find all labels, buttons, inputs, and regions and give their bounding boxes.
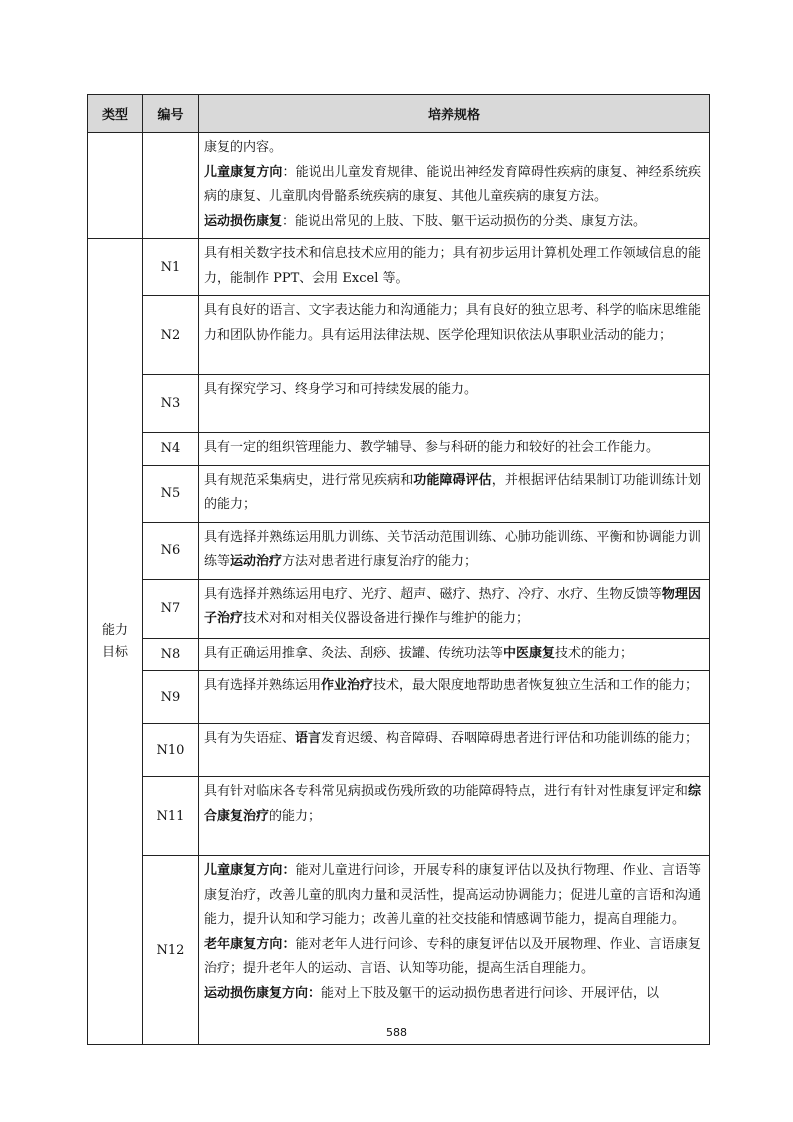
spec-cell bbox=[199, 579, 710, 638]
table-row bbox=[88, 638, 710, 671]
code-cell: N6 bbox=[143, 522, 199, 579]
code-cell: N1 bbox=[143, 239, 199, 296]
code-cell: N10 bbox=[143, 724, 199, 777]
header-code: 编号 bbox=[143, 95, 199, 133]
spec-cell-n12 bbox=[199, 856, 710, 1045]
continuation-line: 康复的内容。 bbox=[204, 140, 283, 155]
spec-text: 具有选择并熟练运用 bbox=[204, 678, 322, 693]
spec-text: 具有正确运用推拿、灸法、刮痧、拔罐、传统功法等 bbox=[204, 645, 504, 661]
code-cell: N4 bbox=[143, 433, 199, 466]
table-row bbox=[88, 375, 710, 433]
table-row bbox=[88, 671, 710, 724]
sport-rehab-label: 运动损伤康复方向： bbox=[204, 985, 322, 1001]
header-spec: 培养规格 bbox=[199, 95, 710, 133]
code-cell: N11 bbox=[143, 777, 199, 856]
spec-text: 具有针对临床各专科常见病损或伤残所致的功能障碍特点，进行有针对性康复评定和 bbox=[204, 784, 688, 799]
spec-text: 发育迟缓、构音障碍、吞咽障碍患者进行评估和功能训练的能力； bbox=[321, 731, 699, 746]
spec-bold-term: 作业治疗 bbox=[321, 678, 374, 693]
child-rehab-ability bbox=[204, 859, 701, 933]
child-rehab-label: 儿童康复方向： bbox=[204, 863, 296, 878]
table-row bbox=[88, 579, 710, 638]
table-row bbox=[88, 522, 710, 579]
spec-cell bbox=[199, 724, 710, 777]
table-row bbox=[88, 296, 710, 375]
table-row-n12 bbox=[88, 856, 710, 1045]
type-cell-ability bbox=[88, 239, 143, 1045]
code-cell: N8 bbox=[143, 638, 199, 671]
ability-type-line1: 能力 bbox=[101, 622, 128, 638]
spec-text: 方法对患者进行康复治疗的能力； bbox=[282, 554, 478, 569]
table-row bbox=[88, 239, 710, 296]
spec-text: 具有选择并熟练运用肌力训练、关节活动范围训练、心肺功能训练、平衡和协调能力训练等 bbox=[204, 529, 701, 569]
sport-injury-knowledge bbox=[204, 210, 701, 235]
spec-text: 技术的能力； bbox=[555, 645, 634, 661]
code-cell: N3 bbox=[143, 375, 199, 433]
code-cell: N9 bbox=[143, 671, 199, 724]
training-spec-table bbox=[87, 94, 710, 1045]
spec-text: 的能力； bbox=[269, 808, 322, 824]
sport-rehab-ability bbox=[204, 982, 701, 1007]
spec-bold-term: 综合康复治疗 bbox=[204, 784, 701, 824]
spec-cell bbox=[199, 638, 710, 671]
spec-bold-term: 功能障碍评估 bbox=[413, 472, 492, 488]
spec-text: 技术对和对相关仪器设备进行操作与维护的能力； bbox=[243, 611, 530, 626]
type-cell-empty bbox=[88, 133, 143, 239]
elder-rehab-text: 能对老年人进行问诊、专科的康复评估以及开展物理、作业、言语康复治疗；提升老年人的运动、言语、认知等功能，提高生活自理能力。 bbox=[204, 936, 701, 976]
spec-cell-continuation bbox=[199, 133, 710, 239]
spec-cell bbox=[199, 671, 710, 724]
spec-cell bbox=[199, 522, 710, 579]
spec-bold-term: 物理因子治疗 bbox=[204, 586, 701, 626]
child-rehab-text: ：能说出儿童发育规律、能说出神经发育障碍性疾病的康复、神经系统疾病的康复、儿童肌肉骨骼系统疾病的康复、其他儿童疾病的康复方法。 bbox=[204, 164, 701, 204]
spec-bold-term: 运动治疗 bbox=[230, 554, 283, 569]
sport-rehab-text: 能对上下肢及躯干的运动损伤患者进行问诊、开展评估，以 bbox=[321, 985, 660, 1001]
table-row bbox=[88, 433, 710, 466]
child-rehab-label: 儿童康复方向 bbox=[204, 164, 283, 180]
table-row bbox=[88, 724, 710, 777]
spec-bold-term: 语言 bbox=[295, 731, 322, 746]
code-cell: N7 bbox=[143, 579, 199, 638]
elder-rehab-label: 老年康复方向： bbox=[204, 936, 296, 952]
table-row-continuation bbox=[88, 133, 710, 239]
spec-cell bbox=[199, 465, 710, 522]
spec-text: ，并根据评估结果制订功能训练计划的能力； bbox=[204, 472, 701, 512]
spec-cell: 具有相关数字技术和信息技术应用的能力；具有初步运用计算机处理工作领域信息的能力，能制作 PPT、会用 Excel 等。 bbox=[199, 239, 710, 296]
code-cell: N2 bbox=[143, 296, 199, 375]
table-header-row bbox=[88, 95, 710, 133]
spec-text: 技术，最大限度地帮助患者恢复独立生活和工作的能力； bbox=[373, 678, 699, 693]
table-row bbox=[88, 777, 710, 856]
elder-rehab-ability bbox=[204, 933, 701, 982]
spec-cell: 具有良好的语言、文字表达能力和沟通能力；具有良好的独立思考、科学的临床思维能力和团队协作能力。具有运用法律法规、医学伦理知识依法从事职业活动的能力； bbox=[199, 296, 710, 375]
code-cell-empty bbox=[143, 133, 199, 239]
spec-cell bbox=[199, 777, 710, 856]
code-cell: N5 bbox=[143, 465, 199, 522]
ability-type-line2: 目标 bbox=[101, 644, 128, 660]
sport-injury-label: 运动损伤康复 bbox=[204, 213, 283, 229]
child-rehab-knowledge bbox=[204, 161, 701, 210]
page-number: 588 bbox=[386, 1026, 407, 1039]
code-cell: N12 bbox=[143, 856, 199, 1045]
spec-text: 具有规范采集病史，进行常见疾病和 bbox=[204, 472, 414, 488]
spec-cell: 具有一定的组织管理能力、教学辅导、参与科研的能力和较好的社会工作能力。 bbox=[199, 433, 710, 466]
table-row bbox=[88, 465, 710, 522]
sport-injury-text: ：能说出常见的上肢、下肢、躯干运动损伤的分类、康复方法。 bbox=[282, 213, 647, 229]
spec-text: 具有为失语症、 bbox=[204, 731, 296, 746]
spec-text: 具有选择并熟练运用电疗、光疗、超声、磁疗、热疗、冷疗、水疗、生物反馈等 bbox=[204, 586, 662, 602]
spec-bold-term: 中医康复 bbox=[503, 645, 556, 661]
spec-cell: 具有探究学习、终身学习和可持续发展的能力。 bbox=[199, 375, 710, 433]
child-rehab-text: 能对儿童进行问诊，开展专科的康复评估以及执行物理、作业、言语等康复治疗，改善儿童的肌肉力量和灵活性，提高运动协调能力；促进儿童的言语和沟通能力，提升认知和学习能力；改善儿童的社交技能和情感调节能力，提高自理能力。 bbox=[204, 863, 701, 927]
header-type: 类型 bbox=[88, 95, 143, 133]
